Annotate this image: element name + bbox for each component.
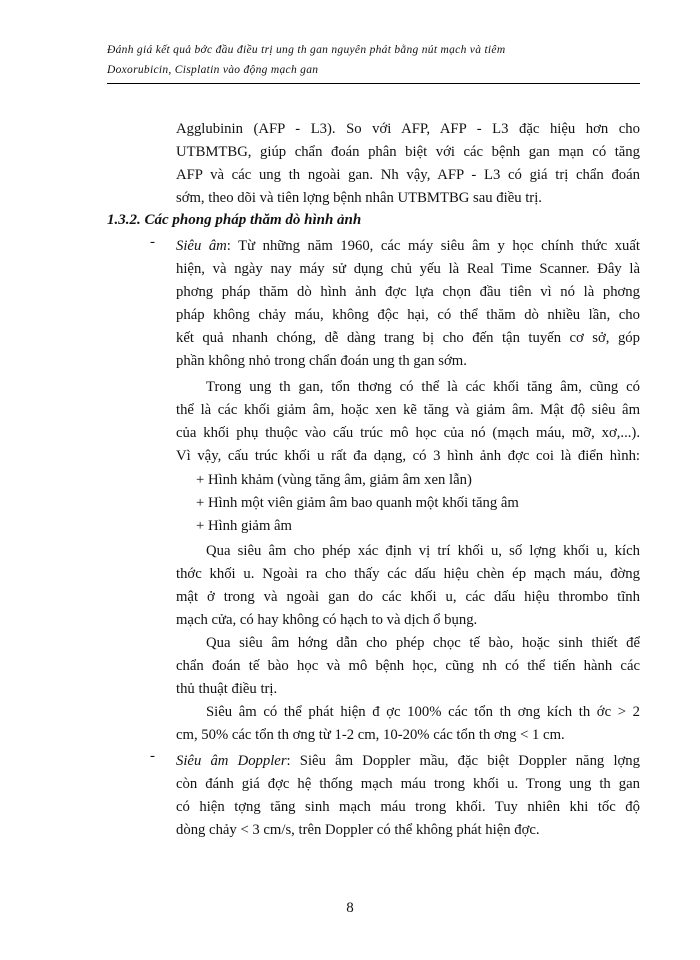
list-item: + Hình một viên giảm âm bao quanh một khối tăng âm [196,495,519,511]
header-line-2: Doxorubicin, Cisplatin vào động mạch gan [107,64,319,76]
page-number: 8 [346,900,354,916]
header-divider [107,83,640,84]
paragraph-line: Trong ung th gan, tổn thơng có thể là các khối tăng âm, cũng có [206,379,640,395]
paragraph-line: mạch cửa, có hay không có hạch to và dịch ổ bụng. [176,612,478,628]
paragraph-line: Qua siêu âm cho phép xác định vị trí khối u, số lợng khối u, kích [206,543,640,559]
paragraph-line: có hiện tợng tăng sinh mạch máu trong khối. Tuy nhiên khi tốc độ [176,799,640,815]
paragraph-line: kết quả nhanh chóng, dễ dàng trang bị cho đến tận tuyến cơ sở, góp [176,330,640,346]
paragraph-line: pháp không chảy máu, không độc hại, có thể thăm dò nhiều lần, cho [176,307,640,323]
paragraph-text: : Từ những năm 1960, các máy siêu âm y học chính thức xuất [226,238,640,254]
paragraph-line: AFP và các ung th ngoài gan. Nh vậy, AFP - L3 có giá trị chẩn đoán [176,167,640,183]
paragraph-line: Agglubinin (AFP - L3). So với AFP, AFP - L3 đặc hiệu hơn cho [176,121,640,137]
header-line-1: Đánh giá kết quả bớc đầu điều trị ung th gan nguyên phát bằng nút mạch và tiêm [107,44,506,56]
paragraph-line: chẩn đoán tế bào học và mô bệnh học, cũng nh có thể tiến hành các [176,658,640,674]
paragraph-line: hiện, và ngày nay máy sử dụng chủ yếu là Real Time Scanner. Đây là [176,261,640,277]
paragraph-line: thủ thuật điều trị. [176,681,278,697]
paragraph-line: Qua siêu âm hớng dẫn cho phép chọc tế bào, hoặc sinh thiết để [206,635,640,651]
paragraph-line: cm, 50% các tổn th ơng từ 1-2 cm, 10-20% các tổn th ơng < 1 cm. [176,727,565,743]
paragraph-line: sớm, theo dõi và tiên lợng bệnh nhân UTBMTBG sau điều trị. [176,190,542,206]
bullet-dash: - [150,748,155,764]
list-item: + Hình giảm âm [196,518,292,534]
running-header [107,40,640,80]
section-heading: 1.3.2. Các phong pháp thăm dò hình ảnh [107,212,362,228]
paragraph-line: mật ở trong và ngoài gan do các khối u, các dấu hiệu thrombo tĩnh [176,589,640,605]
bullet-dash: - [150,234,155,250]
paragraph-line: dòng chảy < 3 cm/s, trên Doppler có thể không phát hiện đợc. [176,822,540,838]
paragraph-line: Vì vậy, cấu trúc khối u rất đa dạng, có 3 hình ảnh đợc coi là điển hình: [176,448,640,464]
paragraph-line: còn đánh giá đợc hệ thống mạch máu trong khối u. Trong ung th gan [176,776,640,792]
paragraph-line: thớc khối u. Ngoài ra cho thấy các dấu hiệu chèn ép mạch máu, đờng [176,566,640,582]
paragraph-line: thể là các khối giảm âm, hoặc xen kẽ tăng và giảm âm. Mật độ siêu âm [176,402,640,418]
paragraph-text: : Siêu âm Doppler mầu, đặc biệt Doppler năng lợng [286,753,640,769]
paragraph-line [176,751,640,771]
paragraph-line: Siêu âm có thể phát hiện đ ợc 100% các tổn th ơng kích th ớc > 2 [206,704,640,720]
term-doppler: Siêu âm Doppler [176,753,287,769]
paragraph-line: phần không nhỏ trong chẩn đoán ung th gan sớm. [176,353,467,369]
paragraph-line: UTBMTBG, giúp chẩn đoán phân biệt với các bệnh gan mạn có tăng [176,144,640,160]
term-sieu-am: Siêu âm [176,238,227,254]
paragraph-line [176,236,640,256]
paragraph-line: phơng pháp thăm dò hình ảnh đợc lựa chọn đầu tiên vì nó là phơng [176,284,640,300]
paragraph-line: của khối phụ thuộc vào cấu trúc mô học của nó (mạch máu, mỡ, xơ,...). [176,425,640,441]
list-item: + Hình khảm (vùng tăng âm, giảm âm xen lẫn) [196,472,472,488]
